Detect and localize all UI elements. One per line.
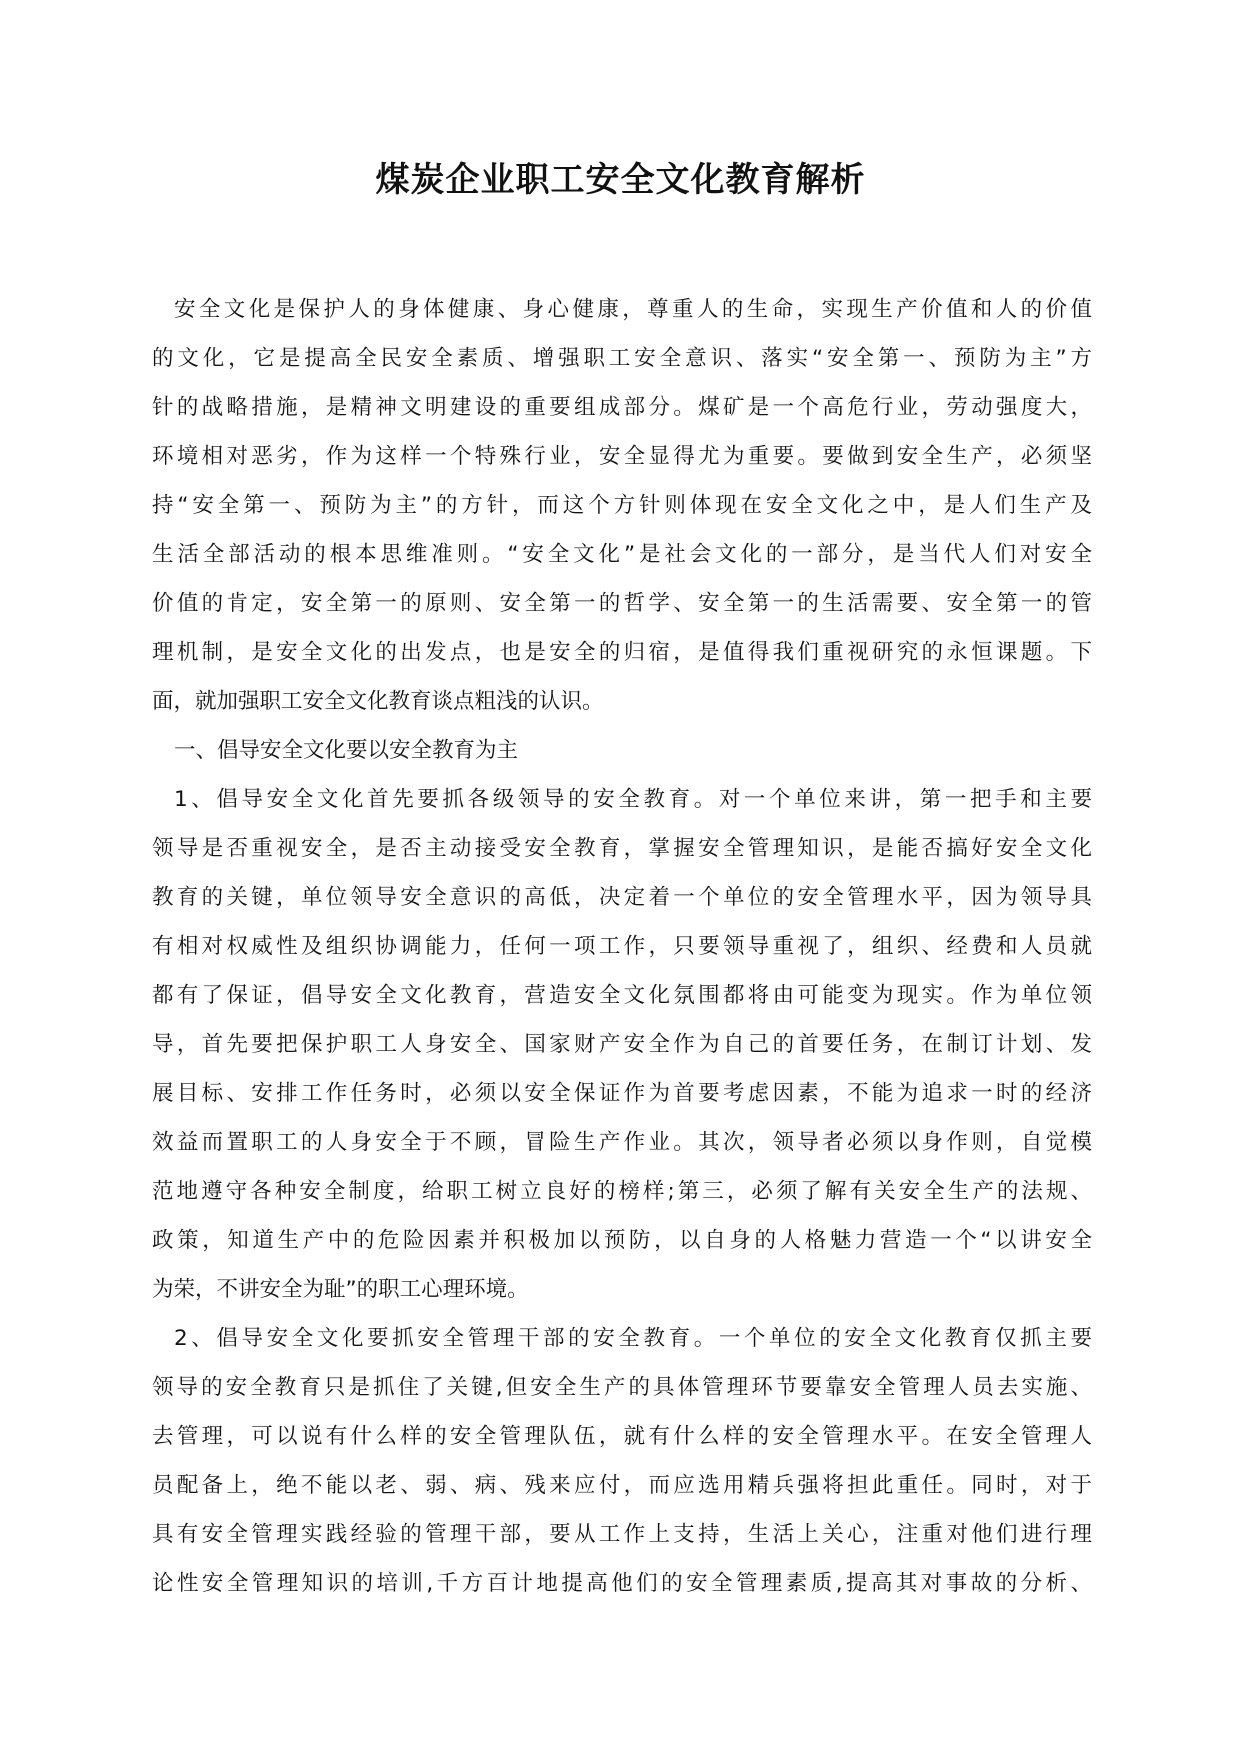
text-line: 理机制，是安全文化的出发点，也是安全的归宿，是值得我们重视研究的永恒课题。下	[152, 640, 1092, 665]
text-line: 面，就加强职工安全文化教育谈点粗浅的认识。	[152, 689, 604, 714]
text-line: 持“安全第一、预防为主”的方针，而这个方针则体现在安全文化之中，是人们生产及	[152, 493, 1092, 518]
document-title: 煤炭企业职工安全文化教育解析	[375, 160, 866, 200]
text-line: 领导是否重视安全，是否主动接受安全教育，掌握安全管理知识，是能否搞好安全文化	[152, 836, 1092, 861]
text-line: 为荣，不讲安全为耻”的职工心理环境。	[152, 1277, 529, 1302]
text-line: 导，首先要把保护职工人身安全、国家财产安全作为自己的首要任务，在制订计划、发	[152, 1032, 1092, 1057]
text-line: 针的战略措施，是精神文明建设的重要组成部分。煤矿是一个高危行业，劳动强度大，	[152, 395, 1092, 420]
text-line: 环境相对恶劣，作为这样一个特殊行业，安全显得尤为重要。要做到安全生产，必须坚	[152, 444, 1092, 469]
text-line: 论性安全管理知识的培训,千方百计地提高他们的安全管理素质,提高其对事故的分析、	[152, 1571, 1092, 1596]
text-line: 教育的关键，单位领导安全意识的高低，决定着一个单位的安全管理水平，因为领导具	[152, 885, 1092, 910]
text-line: 范地遵守各种安全制度，给职工树立良好的榜样;第三，必须了解有关安全生产的法规、	[152, 1179, 1092, 1204]
text-line: 去管理，可以说有什么样的安全管理队伍，就有什么样的安全管理水平。在安全管理人	[152, 1424, 1092, 1449]
text-line: 领导的安全教育只是抓住了关键,但安全生产的具体管理环节要靠安全管理人员去实施、	[152, 1375, 1092, 1400]
text-line: 效益而置职工的人身安全于不顾，冒险生产作业。其次，领导者必须以身作则，自觉模	[152, 1130, 1092, 1155]
text-line: 安全文化是保护人的身体健康、身心健康，尊重人的生命，实现生产价值和人的价值	[174, 297, 1092, 322]
text-line: 价值的肯定，安全第一的原则、安全第一的哲学、安全第一的生活需要、安全第一的管	[152, 591, 1092, 616]
text-line: 都有了保证，倡导安全文化教育，营造安全文化氛围都将由可能变为现实。作为单位领	[152, 983, 1092, 1008]
text-line: 展目标、安排工作任务时，必须以安全保证作为首要考虑因素，不能为追求一时的经济	[152, 1081, 1092, 1106]
text-line: 2、倡导安全文化要抓安全管理干部的安全教育。一个单位的安全文化教育仅抓主要	[174, 1326, 1092, 1351]
text-line: 的文化，它是提高全民安全素质、增强职工安全意识、落实“安全第一、预防为主”方	[152, 346, 1092, 371]
section-heading	[152, 726, 1092, 775]
document-body	[152, 285, 1092, 1608]
text-line: 有相对权威性及组织协调能力，任何一项工作，只要领导重视了，组织、经费和人员就	[152, 934, 1092, 959]
text-line: 一、倡导安全文化要以安全教育为主	[174, 738, 519, 763]
paragraph-item-1	[152, 775, 1092, 1314]
text-line: 政策，知道生产中的危险因素并积极加以预防，以自身的人格魅力营造一个“以讲安全	[152, 1228, 1092, 1253]
text-line: 1、倡导安全文化首先要抓各级领导的安全教育。对一个单位来讲，第一把手和主要	[174, 787, 1092, 812]
paragraph-item-2	[152, 1314, 1092, 1608]
paragraph-intro	[152, 285, 1092, 726]
text-line: 具有安全管理实践经验的管理干部，要从工作上支持，生活上关心，注重对他们进行理	[152, 1522, 1092, 1547]
text-line: 员配备上，绝不能以老、弱、病、残来应付，而应选用精兵强将担此重任。同时，对于	[152, 1473, 1092, 1498]
text-line: 生活全部活动的根本思维准则。“安全文化”是社会文化的一部分，是当代人们对安全	[152, 542, 1092, 567]
